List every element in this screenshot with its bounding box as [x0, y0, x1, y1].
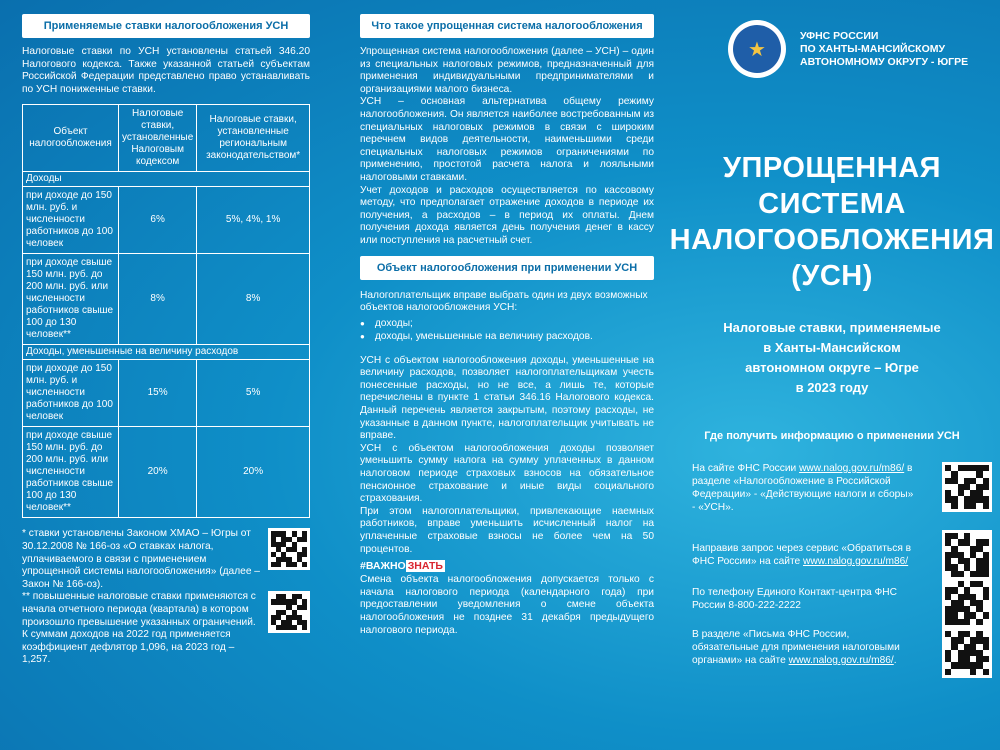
- right-column: [664, 0, 1000, 750]
- qr-code[interactable]: [942, 462, 992, 512]
- org-name-line: УФНС РОССИИ: [800, 29, 879, 42]
- table-row: [23, 254, 310, 345]
- where-info-heading: Где получить информацию о применении УСН: [704, 430, 960, 442]
- important-label: #ВАЖНО ЗНАТЬ: [360, 560, 443, 573]
- paragraph: УСН – основная альтернатива общему режиму налогообложения. Он является наиболее востребованным из специальных налоговых режимов в связи с широким перечнем видов деятельности, наименьшими среди специальных налоговых режимов ограничениями по применению, простотой расчета налога и лояльными налоговыми ставками.: [360, 96, 654, 183]
- qr-code[interactable]: [942, 578, 992, 628]
- org-name-line: АВТОНОМНОМУ ОКРУГУ - ЮГРЕ: [800, 55, 969, 68]
- paragraph: При этом налогоплательщики, привлекающие наемных работников, вправе уменьшить исчисленный налог на уплаченные страховые взносы не более чем на 50 процентов.: [360, 505, 654, 555]
- table-row: [23, 427, 310, 518]
- row-regional-rate: 5%: [197, 360, 310, 427]
- rates-table-header: [23, 105, 310, 172]
- row-object: при доходе свыше 150 млн. руб. до 200 млн. руб. или численности работников свыше 100 до 130 человек**: [23, 427, 119, 518]
- rates-table: [22, 104, 310, 518]
- paragraph: Учет доходов и расходов осуществляется по кассовому методу, что предполагает отражение доходов в периоде их получения, а расходов – в период их оплаты. Днем получения дохода является день получения денег в кассу или поступления на расчетный счет.: [360, 184, 654, 246]
- paragraph: УСН с объектом налогообложения доходы позволяет уменьшить сумму налога на сумму уплаченных в данном налоговом периоде страховых взносов на обязательное пенсионное страхование и иные виды социального страхования.: [360, 442, 654, 505]
- col-nk: Налоговые ставки, установленные Налоговым кодексом: [119, 105, 197, 172]
- footnote-2: ** повышенные налоговые ставки применяются с начала отчетного периода (квартала) в котором произошло превышение указанных ограничений. К суммам доходов на 2022 год применяется коэффициент дефлятор 1,096, на 2023 год – 1,257.: [22, 591, 256, 666]
- row-object: при доходе свыше 150 млн. руб. до 200 млн. руб. или численности работников свыше 100 до 130 человек**: [23, 254, 119, 345]
- rates-header: Применяемые ставки налогообложения УСН: [22, 14, 310, 38]
- nalog-link[interactable]: www.nalog.gov.ru/m86/: [788, 655, 894, 666]
- main-title: УПРОЩЕННАЯ СИСТЕМА НАЛОГООБЛОЖЕНИЯ (УСН): [669, 152, 995, 292]
- left-column: [0, 0, 328, 750]
- section-income-minus-expenses: Доходы, уменьшенные на величину расходов: [23, 345, 310, 360]
- list-item: ● доходы;: [360, 317, 654, 330]
- row-nk-rate: 20%: [119, 427, 197, 518]
- col-regional: Налоговые ставки, установленные региональным законодательством*: [197, 105, 310, 172]
- row-regional-rate: 8%: [197, 254, 310, 345]
- qr-code[interactable]: [268, 528, 310, 570]
- footnote-1: * ставки установлены Законом ХМАО – Югры от 30.12.2008 № 166-оз «О ставках налога, уплачиваемого в связи с применением упрощенной системы налогообложения» (далее – Закон № 166-оз).: [22, 528, 260, 590]
- paragraph: Смена объекта налогообложения допускается только с начала налогового периода (календарного года) при предоставлении уведомления о смене объекта налогообложения не позднее 31 декабря предыдущего налогового периода.: [360, 574, 654, 636]
- nalog-link[interactable]: www.nalog.gov.ru/m86/: [803, 556, 909, 567]
- paragraph: Упрощенная система налогообложения (далее – УСН) – один из специальных налоговых режимов, предназначенный для применения индивидуальными предпринимателями и организациями малого бизнеса.: [360, 46, 654, 95]
- info-item: По телефону Единого Контакт-центра ФНС России 8-800-222-2222: [692, 578, 992, 628]
- table-row: [23, 360, 310, 427]
- paragraph: Налогоплательщик вправе выбрать один из двух возможных объектов налогообложения УСН:: [360, 289, 648, 314]
- info-item: На сайте ФНС России www.nalog.gov.ru/m86/ в разделе «Налогообложение в Российской Федерации» - «Действующие налоги и сборы» - «УСН».: [692, 462, 992, 514]
- qr-code[interactable]: [942, 628, 992, 678]
- org-name-line: ПО ХАНТЫ-МАНСИЙСКОМУ: [800, 42, 946, 55]
- objects-list: [360, 317, 654, 343]
- fns-emblem-icon: ★: [728, 20, 786, 78]
- qr-code[interactable]: [268, 591, 310, 633]
- nalog-link[interactable]: www.nalog.gov.ru/m86/: [799, 463, 905, 474]
- paragraph: УСН с объектом налогообложения доходы, уменьшенные на величину расходов, позволяет налогоплательщикам учесть понесенные расходы, но не все, а лишь те, которые перечислены в пункте 1 статьи 346.16 Налогового кодекса. Данный перечень является закрытым, поэтому расходы, не указанные в данном пункте, налогоплательщик учитывать не вправе.: [360, 354, 654, 442]
- row-regional-rate: 5%, 4%, 1%: [197, 187, 310, 254]
- row-nk-rate: 8%: [119, 254, 197, 345]
- middle-column: [344, 0, 654, 750]
- info-item: Направив запрос через сервис «Обратиться в ФНС России» на сайте www.nalog.gov.ru/m86/: [692, 530, 992, 580]
- section-income: Доходы: [23, 172, 310, 187]
- row-object: при доходе до 150 млн. руб. и численности работников до 100 человек: [23, 360, 119, 427]
- object-header: Объект налогообложения при применении УСН: [360, 256, 654, 280]
- col-object: Объект налогообложения: [23, 105, 119, 172]
- qr-code[interactable]: [942, 530, 992, 580]
- table-row: [23, 187, 310, 254]
- row-regional-rate: 20%: [197, 427, 310, 518]
- row-nk-rate: 15%: [119, 360, 197, 427]
- row-nk-rate: 6%: [119, 187, 197, 254]
- subtitle: Налоговые ставки, применяемые в Ханты-Мансийском автономном округе – Югре в 2023 году: [723, 320, 941, 395]
- what-is-usn-header: Что такое упрощенная система налогообложения: [360, 14, 654, 38]
- rates-intro: Налоговые ставки по УСН установлены статьей 346.20 Налогового кодекса. Также указанной статьей субъектам Российской Федерации представлено право устанавливать по УСН пониженные ставки.: [22, 46, 310, 95]
- list-item: ● доходы, уменьшенные на величину расходов.: [360, 330, 654, 343]
- org-header: [728, 20, 968, 78]
- row-object: при доходе до 150 млн. руб. и численности работников до 100 человек: [23, 187, 119, 254]
- info-item: В разделе «Письма ФНС России, обязательные для применения налоговыми органами» на сайте www.nalog.gov.ru/m86/.: [692, 628, 992, 678]
